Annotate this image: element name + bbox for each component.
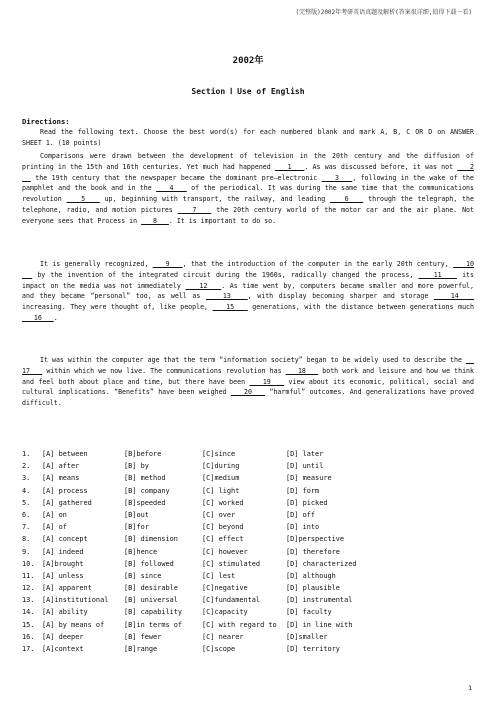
numbered-blank: 11 [418,270,457,279]
option-c: [C]capacity [202,608,248,617]
option-a: [A] between [42,450,88,458]
option-a: [A] by means of [42,620,105,629]
numbered-blank: 14 [433,292,474,301]
numbered-blank: 2 [22,162,474,182]
option-row [22,645,474,657]
option-b: [B]in terms of [124,620,183,629]
question-number: 10. [22,559,35,568]
numbered-blank: 13 [205,292,248,301]
option-d: [D] although [286,571,336,580]
option-b: [B] by [124,462,149,471]
option-c: [C]fundamental [202,596,261,605]
option-c: [C] however [202,547,248,556]
question-number: 11. [22,571,35,580]
option-b: [B] followed [124,559,174,568]
option-d: [D] territory [286,645,340,653]
option-d: [D] in line with [286,620,353,629]
option-c: [C]scope [202,645,236,653]
option-d: [D] into [286,523,320,532]
option-b: [B]range [124,645,158,653]
option-d: [D] plausible [286,584,340,593]
question-number: 9. [22,547,31,556]
option-d: [D]smaller [286,632,328,641]
header-note: (完整版)2002年考研英语真题及解析(答案很详细,值得下载一看) [295,9,472,16]
option-a: [A]institutional [42,596,109,605]
option-d: [D] picked [286,498,328,507]
option-b: [B] since [124,571,162,580]
option-c: [C]during [202,462,240,471]
answer-options-list [22,450,474,657]
option-a: [A]brought [42,559,84,568]
question-number: 5. [22,498,31,507]
numbered-blank: 9 [152,260,183,268]
section-title: Section Ⅰ Use of English [191,87,305,96]
option-b: [B]hence [124,547,158,556]
option-a: [A] process [42,486,88,495]
question-number: 8. [22,535,31,544]
year-title: 2002年 [232,56,264,66]
numbered-blank: 18 [285,366,319,375]
option-a: [A] deeper [42,632,84,641]
question-number: 14. [22,608,35,617]
numbered-blank: 16 [22,313,54,322]
option-c: [C] lest [202,571,236,580]
option-c: [C] beyond [202,523,244,532]
question-number: 7. [22,523,31,532]
option-row [22,621,474,633]
option-row [22,633,474,645]
question-number: 16. [22,632,35,641]
option-d: [D] later [286,450,324,458]
option-a: [A] unless [42,571,84,580]
option-row [22,560,474,572]
option-a: [A] ability [42,608,88,617]
option-c: [C]medium [202,474,240,483]
option-row [22,535,474,547]
option-a: [A]context [42,645,84,653]
numbered-blank: 20 [230,388,266,397]
option-row [22,523,474,535]
option-d: [D] form [286,486,320,495]
option-row [22,511,474,523]
option-b: [B]for [124,523,149,532]
option-b: [B]out [124,510,149,519]
option-b: [B] fewer [124,632,162,641]
numbered-blank: 1 [274,162,305,171]
option-d: [D] therefore [286,547,340,556]
numbered-blank: 5 [66,195,100,204]
option-c: [C] effect [202,535,244,544]
option-b: [B] dimension [124,535,178,544]
option-b: [B] desirable [124,584,178,593]
option-c: [C] with regard to [202,620,277,629]
option-d: [D]perspective [286,535,345,544]
option-row [22,450,474,462]
option-a: [A] means [42,474,80,483]
numbered-blank: 7 [177,205,212,214]
question-number: 4. [22,486,31,495]
option-row [22,499,474,511]
passage-paragraph-3: It was within the computer age that the term “information society” began to be widely used to describe the 17 within which we now live. The communications revolution has 18 both work and leisure and how we think and feel both about place and time, but there have been 19 view about its economic, political, social and cultural implications. “Benefits” have been weighed 20 “harmful” outcomes. And generalizations have proved difficult. [22,356,474,408]
option-d: [D] measure [286,474,332,483]
option-b: [B] universal [124,596,178,605]
option-a: [A] of [42,523,67,532]
question-number: 17. [22,645,35,653]
option-row [22,548,474,560]
option-d: [D] until [286,462,324,471]
option-c: [C]since [202,450,236,458]
option-b: [B]speeded [124,498,166,507]
directions-text: Read the following text. Choose the best word(s) for each numbered blank and mark A, B, C OR D on ANSWER SHEET 1. (10 points) [22,128,474,147]
option-d: [D] faculty [286,608,332,617]
numbered-blank: 10 [22,260,475,279]
option-a: [A] gathered [42,498,92,507]
option-c: [C] nearer [202,632,244,641]
option-row [22,572,474,584]
option-row [22,487,474,499]
option-b: [B] capability [124,608,183,617]
numbered-blank: 12 [185,281,222,290]
option-a: [A] on [42,510,67,519]
option-row [22,608,474,620]
question-number: 13. [22,596,35,605]
option-a: [A] apparent [42,584,92,593]
option-row [22,584,474,596]
option-a: [A] indeed [42,547,84,556]
option-c: [C] worked [202,498,244,507]
option-c: [C] stimulated [202,559,261,568]
option-row [22,474,474,486]
option-a: [A] after [42,462,80,471]
question-number: 3. [22,474,31,483]
option-row [22,462,474,474]
question-number: 1. [22,450,31,458]
passage-paragraph-1: Comparisons were drawn between the development of television in the 20th century and the diffusion of printing in the 15th and 16th centuries. Yet much had happened 1 . As was discussed before, it was not 2 the 19th century that the newspaper became the dominant pre—electronic 3 , following in the wake of the pamphlet and the book and in the 4 of the periodical. It was during the same time that the communications revolution 5 up, beginning with transport, the railway, and leading 6 through the telegraph, the telephone, radio, and motion pictures 7 the 20th century world of the motor car and the air plane. Not everyone sees that Process in 8 . It is important to do so. [22,152,474,225]
option-d: [D] characterized [286,559,357,568]
numbered-blank: 8 [141,216,169,225]
option-a: [A] concept [42,535,88,544]
option-d: [D] off [286,510,316,519]
page-number: 1 [468,684,472,692]
directions-heading: Directions: [22,117,70,126]
option-c: [C] over [202,510,236,519]
option-c: [C]negative [202,584,248,593]
option-b: [B] company [124,486,170,495]
numbered-blank: 15 [212,303,248,312]
question-number: 15. [22,620,35,629]
option-b: [B] method [124,474,166,483]
question-number: 6. [22,510,31,519]
option-d: [D] instrumental [286,596,353,605]
passage-paragraph-2: It is generally recognized, 9 , that the introduction of the computer in the early 20th century, 10 by the invention of the integrated circuit during the 1960s, radically changed the process, 11 its impact on the media was not immediately 12 . As time went by, computers became smaller and more powerful, and they became “personal” too, as well as 13 , with display becoming sharper and storage 14 increasing. They were thought of, like people, 15 generations, with the distance between generations much 16 . [22,260,475,322]
numbered-blank: 6 [330,195,364,204]
option-row [22,596,474,608]
numbered-blank: 3 [321,173,353,182]
question-number: 12. [22,584,35,593]
option-c: [C] light [202,486,240,495]
question-number: 2. [22,462,31,471]
numbered-blank: 4 [156,184,187,193]
option-b: [B]before [124,450,162,458]
numbered-blank: 19 [249,377,285,386]
numbered-blank: 17 [22,356,474,375]
